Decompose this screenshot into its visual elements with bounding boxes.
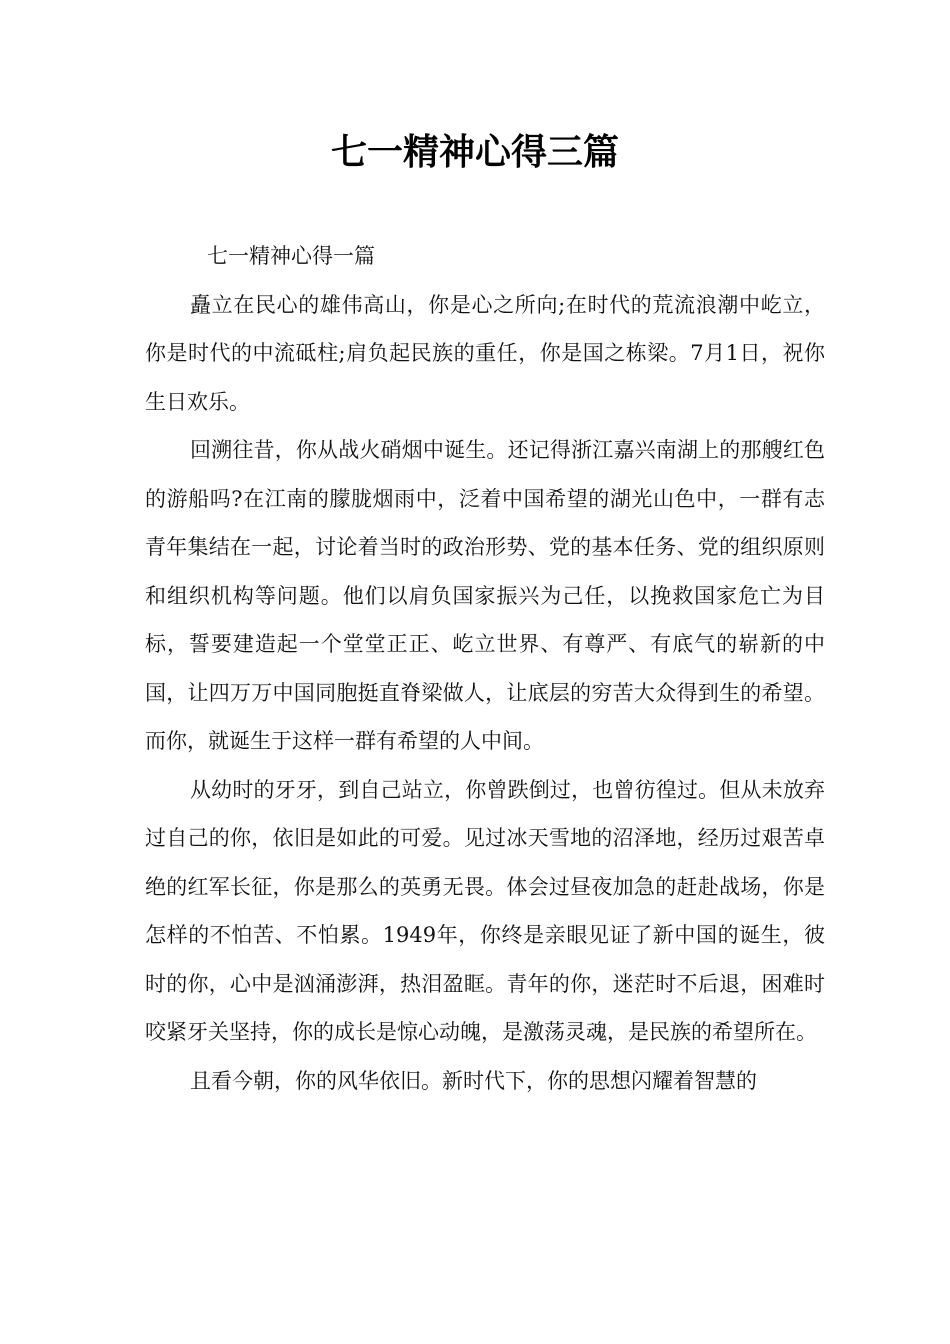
paragraph-2: 回溯往昔，你从战火硝烟中诞生。还记得浙江嘉兴南湖上的那艘红色的游船吗?在江南的朦胧烟雨中，泛着中国希望的湖光山色中，一群有志青年集结在一起，讨论着当时的政治形势、党的基本任务、党的组织原则和组织机构等问题。他们以肩负国家振兴为己任，以挽救国家危亡为目标，誓要建造起一个堂堂正正、屹立世界、有尊严、有底气的崭新的中国，让四万万中国同胞挺直脊梁做人，让底层的穷苦大众得到生的希望。而你，就诞生于这样一群有希望的人中间。 xyxy=(145,438,825,753)
document-body xyxy=(145,232,825,1105)
section-heading: 七一精神心得一篇 xyxy=(207,244,375,268)
paragraph-4: 且看今朝，你的风华依旧。新时代下，你的思想闪耀着智慧的 xyxy=(190,1068,757,1093)
document-title: 七一精神心得三篇 xyxy=(330,132,619,173)
paragraph-1: 矗立在民心的雄伟高山，你是心之所向;在时代的荒流浪潮中屹立，你是时代的中流砥柱;肩负起民族的重任，你是国之栋梁。7月1日，祝你生日欢乐。 xyxy=(145,292,825,414)
paragraph-3: 从幼时的牙牙，到自己站立，你曾跌倒过，也曾彷徨过。但从未放弃过自己的你，依旧是如此的可爱。见过冰天雪地的沼泽地，经历过艰苦卓绝的红军长征，你是那么的英勇无畏。体会过昼夜加急的赶赴战场，你是怎样的不怕苦、不怕累。1949年，你终是亲眼见证了新中国的诞生，彼时的你，心中是汹涌澎湃，热泪盈眶。青年的你，迷茫时不后退，困难时咬紧牙关坚持，你的成长是惊心动魄，是激荡灵魂，是民族的希望所在。 xyxy=(145,777,825,1044)
